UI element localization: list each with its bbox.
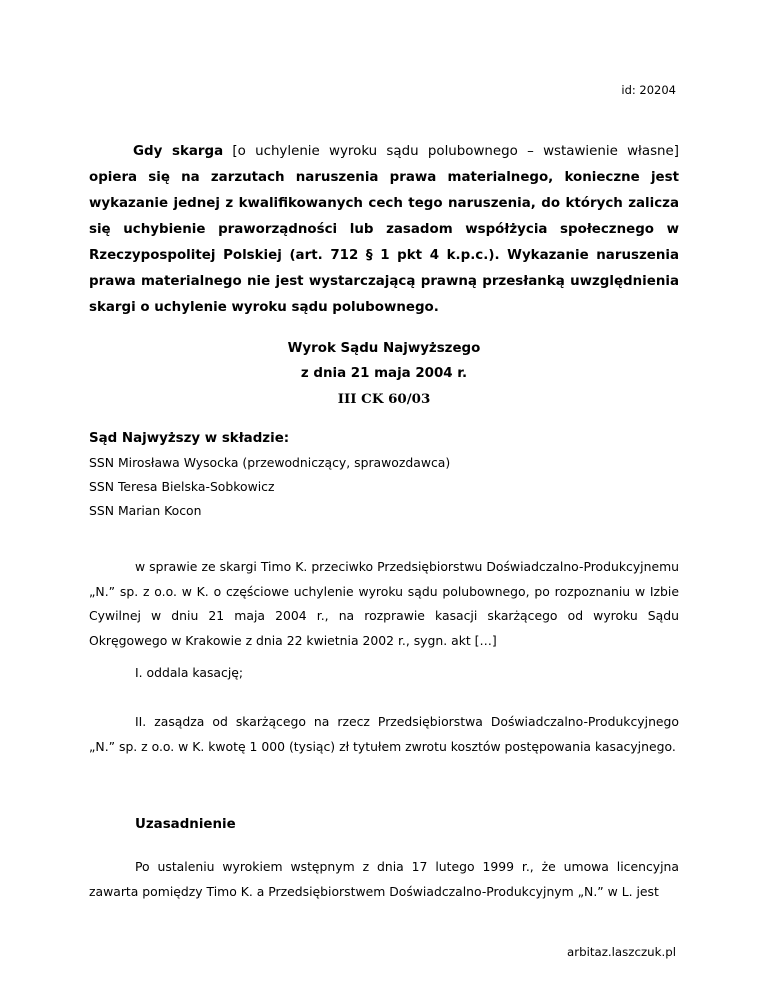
footer-url: arbitaz.laszczuk.pl: [567, 945, 676, 959]
case-paragraph: w sprawie ze skargi Timo K. przeciwko Przedsiębiorstwu Doświadczalno-Produkcyjnemu „N.” sp. z o.o. w K. o częściowe uchylenie wyroku sądu polubownego, po rozpoznaniu w Izbie Cywilnej w dniu 21 maja 2004 r., na rozprawie kasacji skarżącego od wyroku Sądu Okręgowego w Krakowie z dnia 22 kwietnia 2002 r., sygn. akt […]: [89, 559, 679, 648]
justification-paragraph: Po ustaleniu wyrokiem wstępnym z dnia 17 lutego 1999 r., że umowa licencyjna zawarta pomiędzy Timo K. a Przedsiębiorstwem Doświadczalno-Produkcyjnym „N.” w L. jest: [89, 859, 679, 899]
justification-heading: Uzasadnienie: [135, 817, 236, 832]
ruling-point-ii: II. zasądza od skarżącego na rzecz Przedsiębiorstwa Doświadczalno-Produkcyjnego „N.” sp. z o.o. w K. kwotę 1 000 (tysiąc) zł tytułem zwrotu kosztów postępowania kasacyjnego.: [89, 714, 679, 754]
panel-heading: Sąd Najwyższy w składzie:: [89, 431, 290, 446]
thesis-editor-note: [o uchylenie wyroku sądu polubownego – wstawienie własne]: [223, 144, 679, 159]
judgment-date: z dnia 21 maja 2004 r.: [300, 366, 468, 381]
judge-item: SSN Mirosława Wysocka (przewodniczący, sprawozdawca): [89, 455, 451, 470]
judgment-title: Wyrok Sądu Najwyższego: [287, 341, 481, 356]
document-id: id: 20204: [621, 83, 676, 97]
judge-item: SSN Teresa Bielska-Sobkowicz: [89, 479, 275, 494]
thesis-bold-body: opiera się na zarzutach naruszenia prawa materialnego, konieczne jest wykazanie jednej z kwalifikowanych cech tego naruszenia, do których zalicza się uchybienie praworządności lub zasadom współżycia społecznego w Rzeczypospolitej Polskiej (art. 712 § 1 pkt 4 k.p.c.). Wykazanie naruszenia prawa materialnego nie jest wystarczającą prawną przesłanką uwzględnienia skargi o uchylenie wyroku sądu polubownego.: [89, 170, 679, 315]
judge-item: SSN Marian Kocon: [89, 503, 202, 518]
ruling-point-i: I. oddala kasację;: [135, 665, 244, 680]
thesis-bold-start: Gdy skarga: [133, 144, 224, 159]
case-signature: III CK 60/03: [337, 391, 431, 407]
thesis-paragraph: [89, 139, 679, 321]
